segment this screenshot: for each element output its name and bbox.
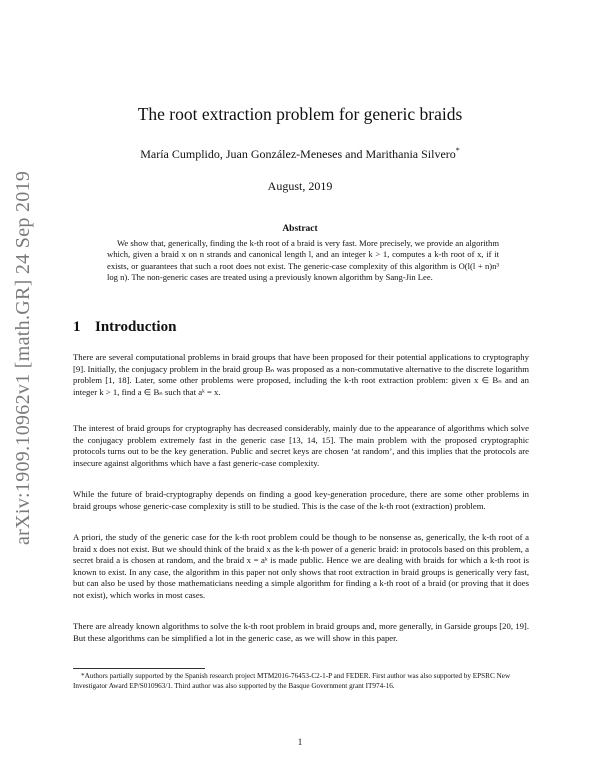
- paragraph-5: There are already known algorithms to solve the k-th root problem in braid groups and, more generally, in Garside groups [20, 19]. But these algorithms can be simplified a lot in the generic case, as we will show in this paper.: [73, 621, 529, 643]
- paragraph-4: A priori, the study of the generic case for the k-th root problem could be though to be nonsense as, generically, the k-th root of a braid x does not exist. But we should think of the braid x as the k-th power of a generic braid: in protocols based on this problem, a secret braid a is chosen at random, and the braid x = aᵏ is made public. Hence we are dealing with braids for which a k-th root is known to exist. In any case, the algorithm in this paper not only shows that root extraction in braid groups is generically very fast, but can also be used by those mathematicians needing a simple algorithm for finding a k-th root of a braid (or proving that it does not exist), which works in most cases.: [73, 532, 529, 600]
- abstract-heading: Abstract: [282, 224, 318, 234]
- paragraph-2: The interest of braid groups for cryptography has decreased considerably, mainly due to the appearance of algorithms which solve the conjugacy problem extremely fast in the generic case [13, 14, 15]. The main problem with the proposed cryptographic protocols turns out to be the key generation. Public and secret keys are chosen ‘at random’, and this implies that the protocols are insecure against algorithms which have a fast generic-case complexity.: [73, 423, 529, 468]
- paragraph-1: There are several computational problems in braid groups that have been proposed for their potential applications to cryptography [9]. Initially, the conjugacy problem in the braid group Bₙ was proposed as a non-commutative alternative to the discrete logarithm problem [1, 18]. Later, some other problems were proposed, including the k-th root extraction problem: given x ∈ Bₙ and an integer k > 1, find a ∈ Bₙ such that aᵏ = x.: [73, 352, 529, 397]
- abstract-body: We show that, generically, finding the k-th root of a braid is very fast. More precisely, we provide an algorithm which, given a braid x on n strands and canonical length l, and an integer k > 1, computes a k-th root of x, if it exists, or guarantees that such a root does not exist. The generic-case complexity of this algorithm is O(l(l + n)n³ log n). The non-generic cases are treated using a previously known algorithm by Sang-Jin Lee.: [107, 238, 499, 283]
- author-footnote-mark: *: [455, 146, 460, 155]
- footnote: *Authors partially supported by the Spanish research project MTM2016-76453-C2-1-P and FEDER. First author was also supported by EPSRC New Investigator Award EP/S010963/1. Third author was also supported by the Basque Government grant IT974-16.: [73, 672, 511, 690]
- paper-title: The root extraction problem for generic braids: [137, 104, 463, 124]
- section-number: 1: [73, 319, 81, 335]
- page-number: 1: [297, 737, 303, 747]
- authors: María Cumplido, Juan González-Meneses and Marithania Silvero: [140, 147, 456, 161]
- arxiv-identifier: arXiv:1909.10962v1 [math.GR] 24 Sep 2019: [12, 170, 34, 545]
- footnote-rule: [73, 668, 205, 669]
- authors-line: [0, 146, 600, 162]
- date: August, 2019: [267, 179, 333, 193]
- section-title: Introduction: [95, 319, 177, 335]
- section-heading: [73, 319, 176, 336]
- paragraph-3: While the future of braid-cryptography depends on finding a good key-generation procedure, there are some other problems in braid groups whose generic-case complexity is still to be studied. This is the case of the k-th root (extraction) problem.: [73, 489, 529, 511]
